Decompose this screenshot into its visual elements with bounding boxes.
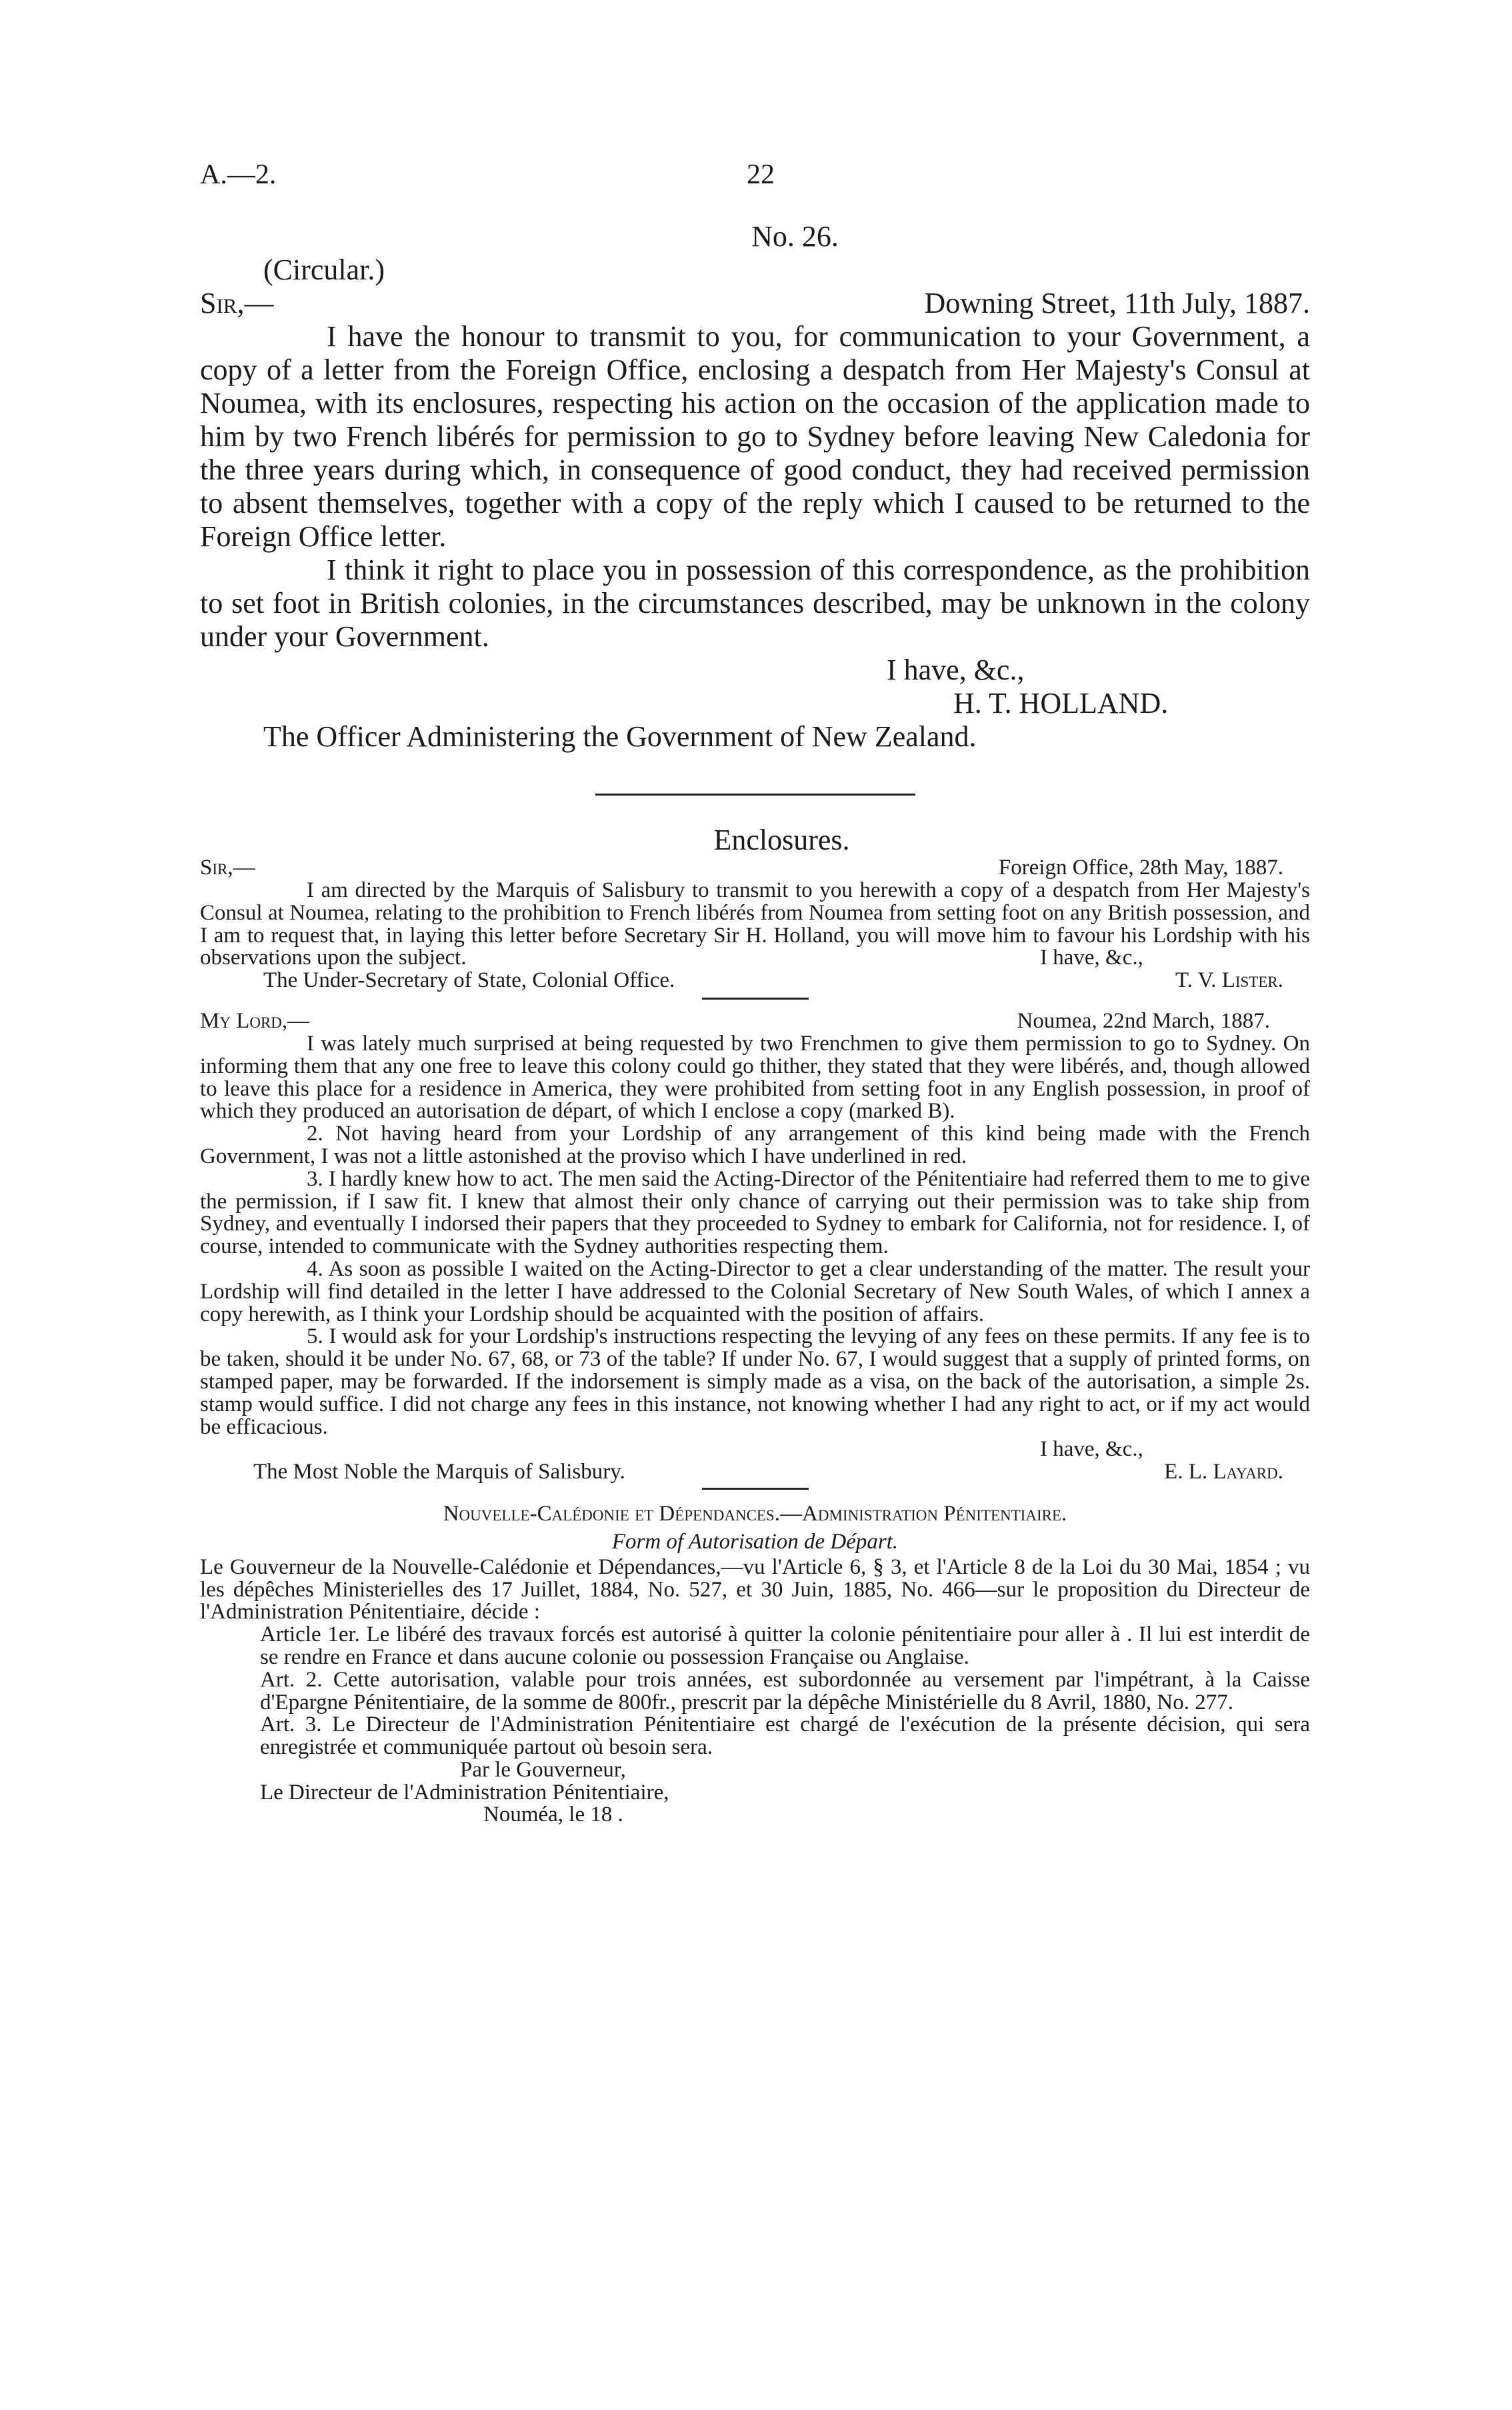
- consul-letter: [200, 1010, 1310, 1484]
- letter2-paragraph-1: I was lately much surprised at being requested by two Frenchmen to give them permission to go to Sydney. On informing them that any one free to leave this colony could go thither, they stated that they were libérés, and, though allowed to leave this place for a residence in America, they were prohibited from setting foot in any English possession, in proof of which they produced an autorisation de départ, of which I enclose a copy (marked B).: [200, 1031, 1310, 1124]
- despatch-paragraph-1: I have the honour to transmit to you, for communication to your Government, a copy of a letter from the Foreign Office, enclosing a despatch from Her Majesty's Consul at Noumea, with its enclosures, respecting his action on the occasion of the application made to him by two French libérés for permission to go to Sydney before leaving New Caledonia for the three years during which, in consequence of good conduct, they had received permission to absent themselves, together with a copy of the reply which I caused to be returned to the Foreign Office letter.: [200, 320, 1310, 553]
- form-preamble: Le Gouverneur de la Nouvelle-Calédonie et Dépendances,—vu l'Article 6, § 3, et l'Article 8 de la Loi du 30 Mai, 1854 ; vu les dépêches Ministerielles des 17 Juillet, 1884, No. 527, et 30 Juin, 1885, No. 466—sur le proposition du Directeur de l'Administration Pénitentiaire, décide :: [200, 1554, 1310, 1624]
- form-heading: Nouvelle-Calédonie et Dépendances.—Administration Pénitentiaire.: [443, 1502, 1067, 1526]
- letter-divider-2: [702, 1488, 809, 1490]
- letter1-salutation: Sir,—: [200, 856, 255, 880]
- form-article-1: Article 1er. Le libéré des travaux forcés est autorisé à quitter la colonie pénitentiaire pour aller à . Il lui est interdit de se rendre en France et dans aucune colonie ou possession Française ou Anglaise.: [260, 1622, 1310, 1669]
- letter2-paragraph-2: 2. Not having heard from your Lordship of any arrangement of this kind being made with the French Government, I was not a little astonished at the proviso which I have underlined in red.: [200, 1122, 1310, 1168]
- page-header: [200, 159, 1312, 199]
- form-article-2: Art. 2. Cette autorisation, valable pour trois années, est subordonnée au versement par l'impétrant, à la Caisse d'Epargne Pénitentiaire, de la somme de 800fr., prescrit par la dépêche Ministérielle du 8 Avril, 1880, No. 277.: [260, 1667, 1310, 1714]
- form-signoff-2: Le Directeur de l'Administration Pénitentiaire,: [260, 1780, 669, 1804]
- letter2-place-date: Noumea, 22nd March, 1887.: [1017, 1008, 1270, 1033]
- salutation: Sir,—: [200, 287, 274, 319]
- despatch-number: No. 26.: [751, 220, 839, 253]
- french-form: [200, 1503, 1310, 1827]
- letter1-signature: T. V. Lister.: [1175, 968, 1283, 992]
- salutation-row: [200, 287, 1310, 320]
- enclosures-heading: Enclosures.: [713, 824, 850, 856]
- letter2-signature: E. L. Layard.: [1164, 1460, 1283, 1484]
- letter2-paragraph-3: 3. I hardly knew how to act. The men said the Acting-Director of the Pénitentiaire had referred them to me to give the permission, if I saw fit. I knew that almost their only chance of carrying out their permission was to take ship from Sydney, and eventually I indorsed their papers that they proceeded to Sydney to embark for California, not for residence. I, of course, intended to communicate with the Sydney authorities respecting them.: [200, 1166, 1310, 1259]
- despatch-addressee: The Officer Administering the Government of New Zealand.: [263, 720, 977, 753]
- despatch-closing: I have, &c.,: [887, 654, 1025, 686]
- letter2-closing: I have, &c.,: [1040, 1437, 1143, 1462]
- letter1-salutation-row: [200, 857, 1310, 880]
- letter2-salutation-row: [200, 1010, 1310, 1033]
- despatch-paragraph-2: I think it right to place you in possession of this correspondence, as the prohibition to set foot in British colonies, in the circumstances described, may be unknown in the colony under your Government.: [200, 553, 1310, 653]
- letter2-paragraph-4: 4. As soon as possible I waited on the Acting-Director to get a clear understanding of the matter. The result your Lordship will find detailed in the letter I have addressed to the Colonial Secretary of New South Wales, of which I annex a copy herewith, as I think your Lordship should be acquainted with the position of affairs.: [200, 1256, 1310, 1326]
- form-signoff-1: Par le Gouverneur,: [460, 1757, 626, 1782]
- letter2-sign-row: [200, 1461, 1310, 1484]
- document-body: [200, 220, 1310, 1827]
- place-date: Downing Street, 11th July, 1887.: [924, 287, 1310, 319]
- despatch-signature: H. T. HOLLAND.: [953, 687, 1169, 720]
- form-subheading: Form of Autorisation de Départ.: [611, 1529, 899, 1554]
- letter1-sign-row: [200, 970, 1310, 992]
- page-number: 22: [747, 159, 775, 190]
- letter2-salutation: My Lord,—: [200, 1008, 310, 1033]
- letter-divider-1: [702, 998, 809, 1000]
- letter2-addressee: The Most Noble the Marquis of Salisbury.: [253, 1460, 625, 1484]
- form-article-3: Art. 3. Le Directeur de l'Administration Pénitentiaire est chargé de l'exécution de la présente décision, qui sera enregistrée et communiquée partout où besoin sera.: [260, 1712, 1310, 1760]
- foreign-office-letter: [200, 857, 1310, 992]
- letter1-addressee: The Under-Secretary of State, Colonial Office.: [263, 968, 675, 992]
- circular-label: (Circular.): [263, 253, 385, 286]
- form-signoff-3: Nouméa, le 18 .: [483, 1802, 623, 1827]
- letter1-closing: I have, &c.,: [1040, 946, 1143, 970]
- section-divider: [595, 794, 915, 796]
- letter1-body: I am directed by the Marquis of Salisbury to transmit to you herewith a copy of a despatch from Her Majesty's Consul at Noumea, relating to the prohibition to French libérés from Noumea from setting foot on any British possession, and I am to request that, in laying this letter before Secretary Sir H. Holland, you will move him to favour his Lordship with his observations upon the subject.: [200, 878, 1310, 970]
- letter1-place-date: Foreign Office, 28th May, 1887.: [998, 856, 1283, 880]
- paper-reference: A.—2.: [200, 159, 277, 190]
- letter2-paragraph-5: 5. I would ask for your Lordship's instructions respecting the levying of any fees on these permits. If any fee is to be taken, should it be under No. 67, 68, or 73 of the table? If under No. 67, I would suggest that a supply of printed forms, on stamped paper, may be forwarded. If the indorsement is simply made as a visa, on the back of the autorisation, a simple 2s. stamp would suffice. I did not charge any fees in this instance, not knowing whether I had any right to act, or if my act would be efficacious.: [200, 1324, 1310, 1439]
